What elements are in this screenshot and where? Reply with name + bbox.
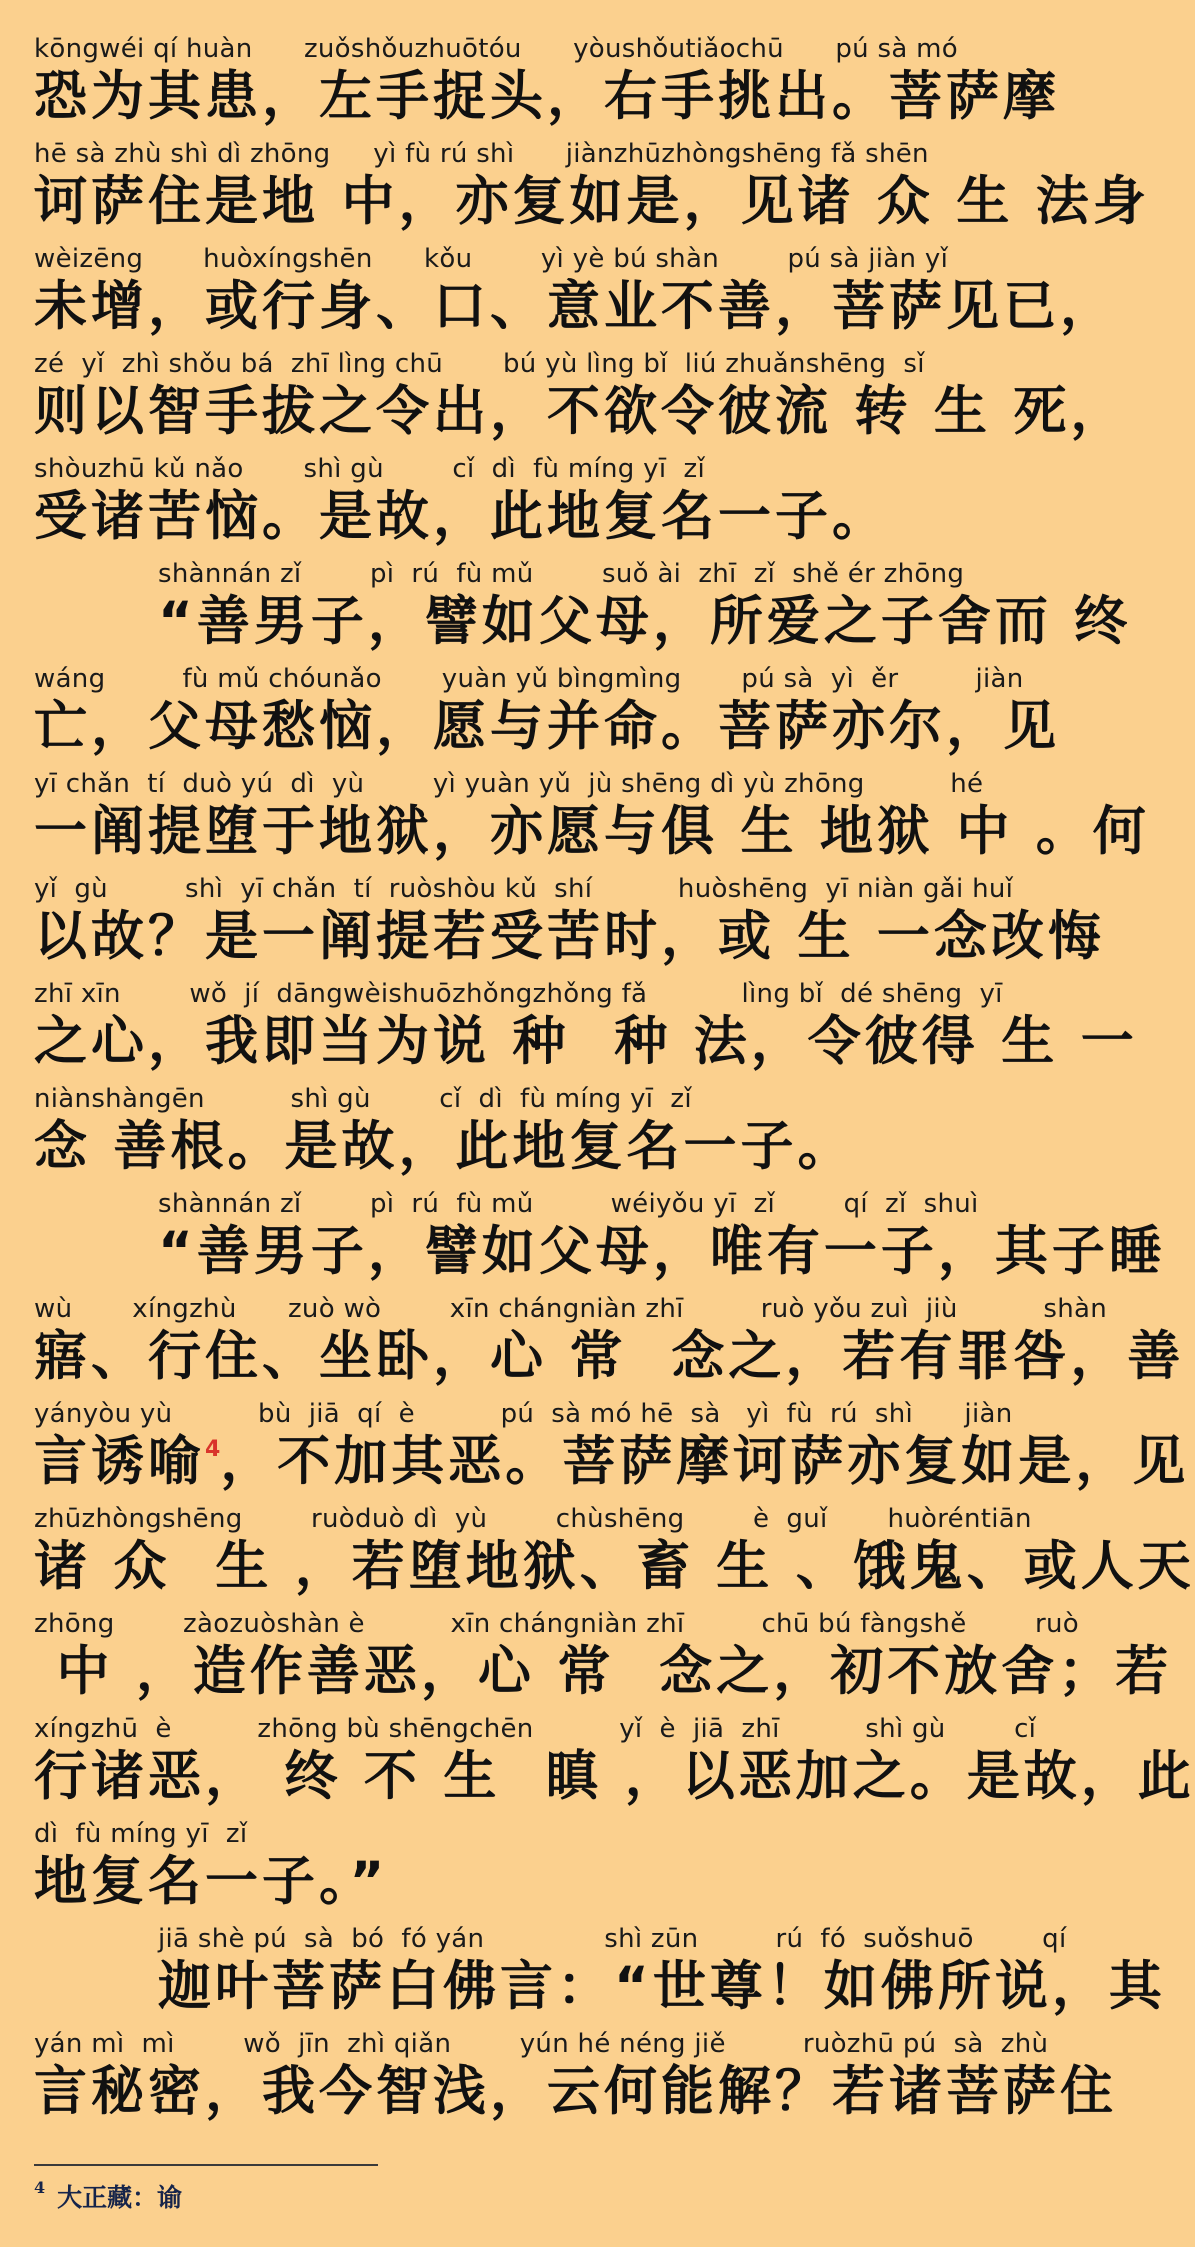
hanzi-row	[34, 1116, 1046, 1178]
hanzi-row	[34, 1326, 1185, 1388]
hanzi-text: 诃萨住是地 中，亦复如是，见诸 众 生 法身	[34, 171, 1150, 232]
pinyin-row: wèizēng huòxíngshēn kǒu yì yè bú shàn pú sà jiàn yǐ	[34, 244, 949, 274]
hanzi-row	[34, 801, 1150, 863]
text-line	[34, 662, 1060, 767]
pinyin-row: xíngzhū è zhōng bù shēngchēn yǐ è jiā zhī shì gù cǐ	[34, 1714, 1037, 1744]
hanzi-row	[34, 1431, 1190, 1493]
pinyin-row: zhī xīn wǒ jí dāngwèishuōzhǒngzhǒng fǎ lìng bǐ dé shēng yī	[34, 979, 1003, 1009]
text-line	[34, 1817, 1046, 1922]
hanzi-text: 迦叶菩萨白佛言：“世尊！如佛所说，其	[158, 1956, 1166, 2017]
text-line	[34, 347, 1128, 452]
text-line	[34, 1187, 1166, 1292]
hanzi-text: 寤、行住、坐卧，心 常 念之，若有罪咎，善	[34, 1326, 1185, 1387]
pinyin-row: shòuzhū kǔ nǎo shì gù cǐ dì fù míng yī zǐ	[34, 454, 705, 484]
text-line	[34, 242, 1117, 347]
text-line	[34, 1712, 1195, 1817]
text-line	[34, 452, 1046, 557]
footnote-divider	[34, 2164, 378, 2166]
footnote	[34, 2178, 182, 2214]
footnote-number: 4	[34, 2178, 46, 2197]
hanzi-text: 念 善根。是故，此地复名一子。	[34, 1116, 855, 1177]
hanzi-row	[34, 1536, 1195, 1598]
hanzi-row	[34, 696, 1060, 758]
footnote-marker: 4	[205, 1437, 221, 1462]
hanzi-row	[34, 2061, 1117, 2123]
text-line	[34, 1292, 1185, 1397]
text-line	[34, 32, 1060, 137]
pinyin-row: jiā shè pú sà bó fó yán shì zūn rú fó suǒshuō qí	[158, 1924, 1067, 1954]
hanzi-text: “善男子，譬如父母，唯有一子，其子睡	[158, 1221, 1166, 1282]
text-line	[34, 1397, 1190, 1502]
hanzi-text: 言诱喻	[34, 1431, 205, 1492]
pinyin-row: yī chǎn tí duò yú dì yù yì yuàn yǔ jù shēng dì yù zhōng hé	[34, 769, 984, 799]
pinyin-row: niànshàngēn shì gù cǐ dì fù míng yī zǐ	[34, 1084, 692, 1114]
hanzi-row	[34, 171, 1150, 233]
pinyin-row: hē sà zhù shì dì zhōng yì fù rú shì jiànzhūzhòngshēng fǎ shēn	[34, 139, 929, 169]
hanzi-text: 之心，我即当为说 种 种 法，令彼得 生 一	[34, 1011, 1138, 1072]
pinyin-row: shànnán zǐ pì rú fù mǔ wéiyǒu yī zǐ qí zǐ shuì	[158, 1189, 979, 1219]
text-line	[34, 977, 1138, 1082]
pinyin-row: zhōng zàozuòshàn è xīn chángniàn zhī chū bú fàngshě ruò	[34, 1609, 1079, 1639]
hanzi-row	[34, 486, 1046, 548]
footnote-text: 大正藏：谕	[57, 2183, 183, 2212]
hanzi-text: 诸 众 生 ，若堕地狱、畜 生 、饿鬼、或人天	[34, 1536, 1195, 1597]
hanzi-row	[34, 1011, 1138, 1073]
pinyin-row: wáng fù mǔ chóunǎo yuàn yǔ bìngmìng pú sà yì ěr jiàn	[34, 664, 1024, 694]
hanzi-text: 言秘密，我今智浅，云何能解？若诸菩萨住	[34, 2061, 1117, 2122]
text-line	[34, 137, 1150, 242]
hanzi-text-after: ，不加其恶。菩萨摩诃萨亦复如是，见	[220, 1431, 1190, 1492]
hanzi-text: 受诸苦恼。是故，此地复名一子。	[34, 486, 889, 547]
text-line	[34, 2027, 1117, 2132]
pinyin-row: zhūzhòngshēng ruòduò dì yù chùshēng è guǐ huòréntiān	[34, 1504, 1032, 1534]
text-line	[34, 767, 1150, 872]
hanzi-row	[34, 1746, 1195, 1808]
hanzi-row	[34, 906, 1105, 968]
pinyin-row: wù xíngzhù zuò wò xīn chángniàn zhī ruò yǒu zuì jiù shàn	[34, 1294, 1107, 1324]
pinyin-row: yányòu yù bù jiā qí è pú sà mó hē sà yì fù rú shì jiàn	[34, 1399, 1013, 1429]
pinyin-row: dì fù míng yī zǐ	[34, 1819, 248, 1849]
hanzi-row	[158, 591, 1132, 653]
pinyin-row: shànnán zǐ pì rú fù mǔ suǒ ài zhī zǐ shě ér zhōng	[158, 559, 965, 589]
text-line	[34, 872, 1105, 977]
hanzi-text: 恐为其患，左手捉头，右手挑出。菩萨摩	[34, 66, 1060, 127]
hanzi-row	[34, 276, 1117, 338]
text-line	[34, 1502, 1195, 1607]
pinyin-row: yǐ gù shì yī chǎn tí ruòshòu kǔ shí huòshēng yī niàn gǎi huǐ	[34, 874, 1014, 904]
hanzi-row	[34, 1641, 1173, 1703]
hanzi-row	[34, 66, 1060, 128]
hanzi-row	[158, 1221, 1166, 1283]
hanzi-text: 行诸恶， 终 不 生 瞋 ，以恶加之。是故，此	[34, 1746, 1195, 1807]
text-line	[34, 1607, 1173, 1712]
pinyin-row: kōngwéi qí huàn zuǒshǒuzhuōtóu yòushǒutiǎochū pú sà mó	[34, 34, 958, 64]
hanzi-text: 亡，父母愁恼，愿与并命。菩萨亦尔，见	[34, 696, 1060, 757]
hanzi-text: 一阐提堕于地狱，亦愿与俱 生 地狱 中 。何	[34, 801, 1150, 862]
hanzi-text: “善男子，譬如父母，所爱之子舍而 终	[158, 591, 1132, 652]
hanzi-text: 中 ，造作善恶，心 常 念之，初不放舍；若	[34, 1641, 1173, 1702]
pinyin-row: zé yǐ zhì shǒu bá zhī lìng chū bú yù lìng bǐ liú zhuǎnshēng sǐ	[34, 349, 925, 379]
hanzi-text: 未增，或行身、口、意业不善，菩萨见已，	[34, 276, 1117, 337]
hanzi-row	[34, 381, 1128, 443]
text-line	[34, 1082, 1046, 1187]
text-line	[34, 557, 1132, 662]
hanzi-text: 以故？是一阐提若受苦时，或 生 一念改悔	[34, 906, 1105, 967]
pinyin-row: yán mì mì wǒ jīn zhì qiǎn yún hé néng jiě ruòzhū pú sà zhù	[34, 2029, 1049, 2059]
text-line	[34, 1922, 1166, 2027]
hanzi-row	[34, 1851, 1046, 1913]
hanzi-row	[158, 1956, 1166, 2018]
hanzi-text: 则以智手拔之令出，不欲令彼流 转 生 死，	[34, 381, 1128, 442]
hanzi-text: 地复名一子。”	[34, 1851, 389, 1912]
